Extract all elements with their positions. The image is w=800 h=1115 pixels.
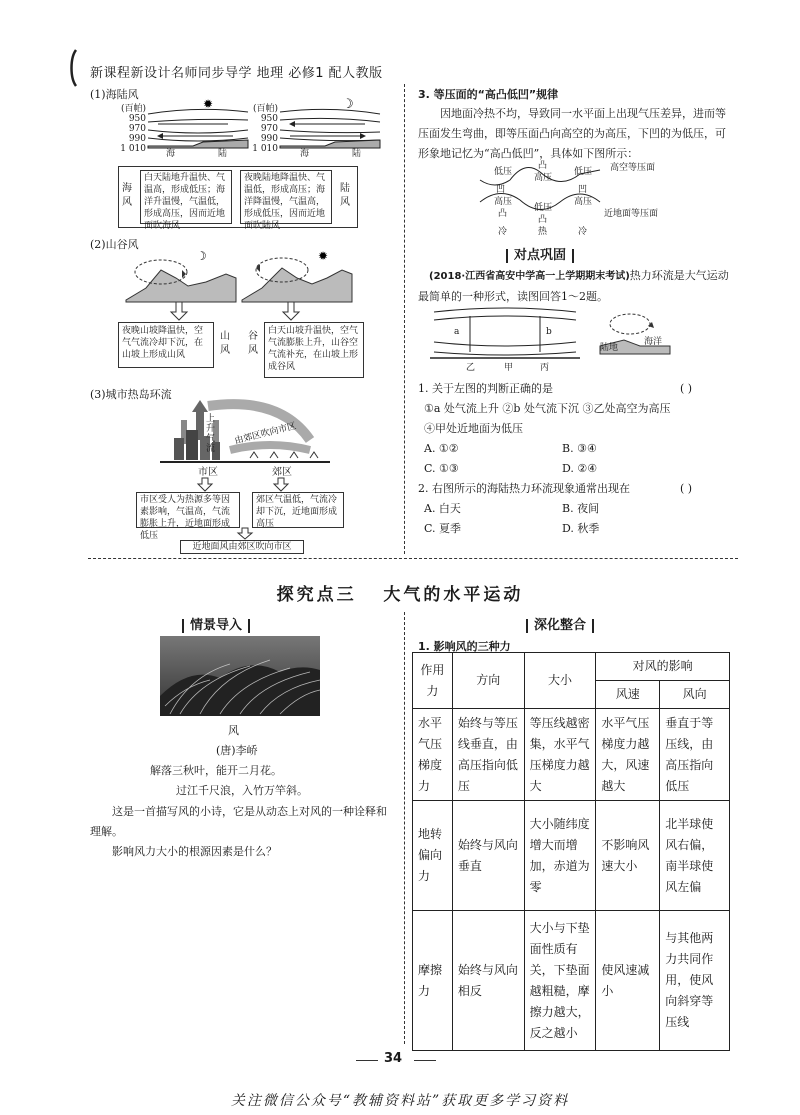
heat-island-label: (3)城市热岛环流	[90, 388, 172, 401]
iso-top-right-label: 高空等压面	[610, 163, 656, 173]
table-cell: 地转偏向力	[413, 801, 453, 911]
sea-land-day-chart	[148, 96, 248, 156]
down-arrow-hi-bottom	[236, 528, 256, 540]
sun-icon: ✹	[318, 249, 329, 263]
q1-option-b[interactable]: B. ③④	[562, 442, 597, 455]
circ-label-a: a	[454, 327, 460, 337]
suburb-label: 郊区	[272, 467, 292, 478]
table-cell: 不影响风速大小	[596, 801, 660, 911]
column-divider-bottom	[404, 612, 405, 1044]
circ-label-land: 陆地	[600, 343, 619, 353]
circ-label-jia: 甲	[504, 363, 514, 373]
photo-caption: 风	[228, 724, 239, 737]
down-arrows-hi	[196, 478, 306, 492]
suburb-text: 郊区气温低，气流冷却下沉，近地面形成高压	[252, 492, 344, 528]
circ-label-bing: 丙	[540, 363, 550, 373]
table-cell: 大小与下垫面性质有关，下垫面越粗糙，摩擦力越大，反之越小	[524, 911, 596, 1051]
th-speed: 风速	[596, 681, 660, 709]
mountain-valley-label: (2)山谷风	[90, 238, 139, 251]
q2-option-a[interactable]: A. 白天	[424, 502, 461, 515]
q2-stem: 2. 右图所示的海陆热力环流现象通常出现在	[418, 482, 630, 495]
iso-mid-concave-2: 凹	[578, 185, 588, 195]
moon-icon: ☽	[342, 97, 354, 112]
down-arrows-mv	[168, 302, 318, 322]
mountain-wind-text: 夜晚山坡降温快，空气气流冷却下沉，在山坡上形成山风	[118, 322, 214, 368]
sea-breeze-side: 海风	[122, 183, 132, 208]
city-label: 市区	[198, 467, 218, 478]
page-number-rule-left	[356, 1060, 378, 1061]
scenario-question: 影响风力大小的根源因素是什么？	[112, 845, 277, 858]
iso-bottom-right-label: 近地面等压面	[604, 209, 659, 219]
iso-bottom-small-2: 凸	[538, 215, 548, 225]
page-number-rule-right	[414, 1060, 436, 1061]
iso-top-high: 高压	[534, 173, 553, 183]
consolidate-tag: 对点巩固	[500, 244, 580, 263]
th-wind-direction: 风向	[660, 681, 730, 709]
header-title: 新课程新设计名师同步导学 地理 必修1 配人教版	[90, 66, 383, 81]
mountain-day-chart	[242, 248, 352, 302]
isobar-rule-text: 因地面冷热不均，导致同一水平面上出现气压差异，进而等压面发生弯曲，即等压面凸向高空的为高压，下凹的为低压，可形象地记忆为“高凸低凹”，具体如下图所示：	[418, 107, 726, 160]
sea-breeze-text: 白天陆地升温快、气温高，形成低压；海洋升温慢，气温低，形成高压，因而近地面吹海风	[140, 170, 232, 224]
q1-line1: ①a 处气流上升 ②b 处气流下沉 ③乙处高空为高压	[424, 402, 671, 415]
table-cell: 使风速减小	[596, 911, 660, 1051]
sea-land-night-chart	[280, 96, 380, 156]
table-cell: 北半球使风右偏，南半球使风左偏	[660, 801, 730, 911]
night-ground-land: 陆	[352, 149, 362, 159]
iso-top-low-1: 低压	[494, 167, 513, 177]
deepen-tag: 深化整合	[520, 614, 600, 633]
q1-line2: ④甲处近地面为低压	[424, 422, 523, 435]
pressure-axis-night: (百帕) 950 970 990 1 010	[252, 104, 278, 154]
land-breeze-text: 夜晚陆地降温快、气温低，形成高压；海洋降温慢，气温高，形成低压，因而近地面吹陆风	[240, 170, 332, 224]
page-number: 34	[384, 1051, 403, 1066]
q2-option-b[interactable]: B. 夜间	[562, 502, 600, 515]
table-cell: 始终与风向垂直	[452, 801, 524, 911]
circulation-left-chart	[430, 306, 580, 364]
table-cell: 大小随纬度增大而增加，赤道为零	[524, 801, 596, 911]
day-ground-land: 陆	[218, 149, 228, 159]
q2-option-d[interactable]: D. 秋季	[562, 522, 600, 535]
suburb-to-city-arrow-label: 由郊区吹向市区	[233, 421, 298, 447]
th-effect: 对风的影响	[596, 653, 730, 681]
q1-paren: ( )	[680, 382, 693, 395]
night-ground-sea: 海	[300, 149, 310, 159]
valley-wind-side: 谷风	[248, 331, 258, 356]
iso-top-convex: 凸	[538, 161, 548, 171]
q1-option-c[interactable]: C. ①③	[424, 462, 459, 475]
table-cell: 始终与等压线垂直，由高压指向低压	[452, 709, 524, 801]
iso-bottom-small-1: 凸	[498, 209, 508, 219]
iso-ground-cold-2: 冷	[578, 227, 588, 237]
land-breeze-side: 陆风	[340, 183, 350, 208]
day-ground-sea: 海	[166, 149, 176, 159]
exam-intro	[418, 266, 730, 307]
iso-ground-hot: 热	[538, 227, 548, 237]
pressure-axis-day: (百帕) 950 970 990 1 010	[120, 104, 146, 154]
header-bracket	[66, 48, 80, 88]
th-force: 作用力	[413, 653, 453, 709]
mountain-night-chart	[126, 248, 236, 302]
table-cell: 与其他两力共同作用，使风向斜穿等压线	[660, 911, 730, 1051]
q1-option-d[interactable]: D. ②④	[562, 462, 598, 475]
section-title: 探究点三 大气的水平运动	[276, 585, 524, 605]
table-cell: 水平气压梯度力	[413, 709, 453, 801]
iso-bottom-low: 低压	[534, 203, 553, 213]
exam-source: (2018·江西省高安中学高一上学期期末考试)	[429, 271, 630, 282]
q2-option-c[interactable]: C. 夏季	[424, 522, 462, 535]
scenario-tag: 情景导入	[176, 614, 256, 633]
table-cell: 垂直于等压线，由高压指向低压	[660, 709, 730, 801]
sea-land-label: (1)海陆风	[90, 88, 139, 101]
mountain-wind-side: 山风	[220, 331, 230, 356]
iso-mid-concave-1: 凹	[496, 185, 506, 195]
poem-line-2: 过江千尺浪，入竹万竿斜。	[176, 784, 308, 797]
th-direction: 方向	[452, 653, 524, 709]
wind-grass-photo	[160, 636, 320, 716]
iso-top-low-2: 低压	[574, 167, 593, 177]
circ-label-b: b	[546, 327, 552, 337]
column-divider-top	[404, 84, 405, 554]
q1-stem: 1. 关于左图的判断正确的是	[418, 382, 553, 395]
three-forces-title: 1. 影响风的三种力	[418, 640, 511, 653]
q1-option-a[interactable]: A. ①②	[424, 442, 459, 455]
city-text: 市区受人为热源多等因素影响，气温高，气流膨胀上升，近地面形成低压	[136, 492, 240, 528]
exam-intro-text: 热力环流是大气运动最简单的一种形式，读图回答1～2题。	[418, 269, 729, 303]
table-cell: 等压线越密集，水平气压梯度力越大	[524, 709, 596, 801]
q2-paren: ( )	[680, 482, 693, 495]
iso-bottom-high-1: 高压	[494, 197, 513, 207]
wind-forces-table	[412, 652, 730, 1051]
footer-notice: 关注微信公众号“教辅资料站”获取更多学习资料	[230, 1093, 570, 1109]
table-cell: 始终与风向相反	[452, 911, 524, 1051]
scenario-paragraph-1: 这是一首描写风的小诗，它是从动态上对风的一种诠释和理解。	[90, 805, 387, 838]
th-magnitude: 大小	[524, 653, 596, 709]
iso-ground-cold-1: 冷	[498, 227, 508, 237]
sun-icon: ✹	[203, 97, 214, 111]
poem-line-1: 解落三秋叶，能开二月花。	[150, 764, 282, 777]
section-divider	[88, 558, 738, 559]
valley-wind-text: 白天山坡升温快，空气气流膨胀上升，山谷空气流补充，在山坡上形成谷风	[264, 322, 364, 378]
rise-flow-label: 上升气流	[206, 414, 216, 454]
moon-icon: ☽	[196, 249, 207, 263]
poem-author: (唐)李峤	[216, 744, 258, 757]
iso-bottom-high-2: 高压	[574, 197, 593, 207]
circ-label-yi: 乙	[466, 363, 476, 373]
circ-label-ocean: 海洋	[644, 337, 663, 347]
table-cell: 摩擦力	[413, 911, 453, 1051]
isobar-rule-title: 3. 等压面的“高凸低凹”规律	[418, 88, 559, 101]
heat-island-bottom-text: 近地面风由郊区吹向市区	[180, 540, 304, 554]
table-cell: 水平气压梯度力越大，风速越大	[596, 709, 660, 801]
